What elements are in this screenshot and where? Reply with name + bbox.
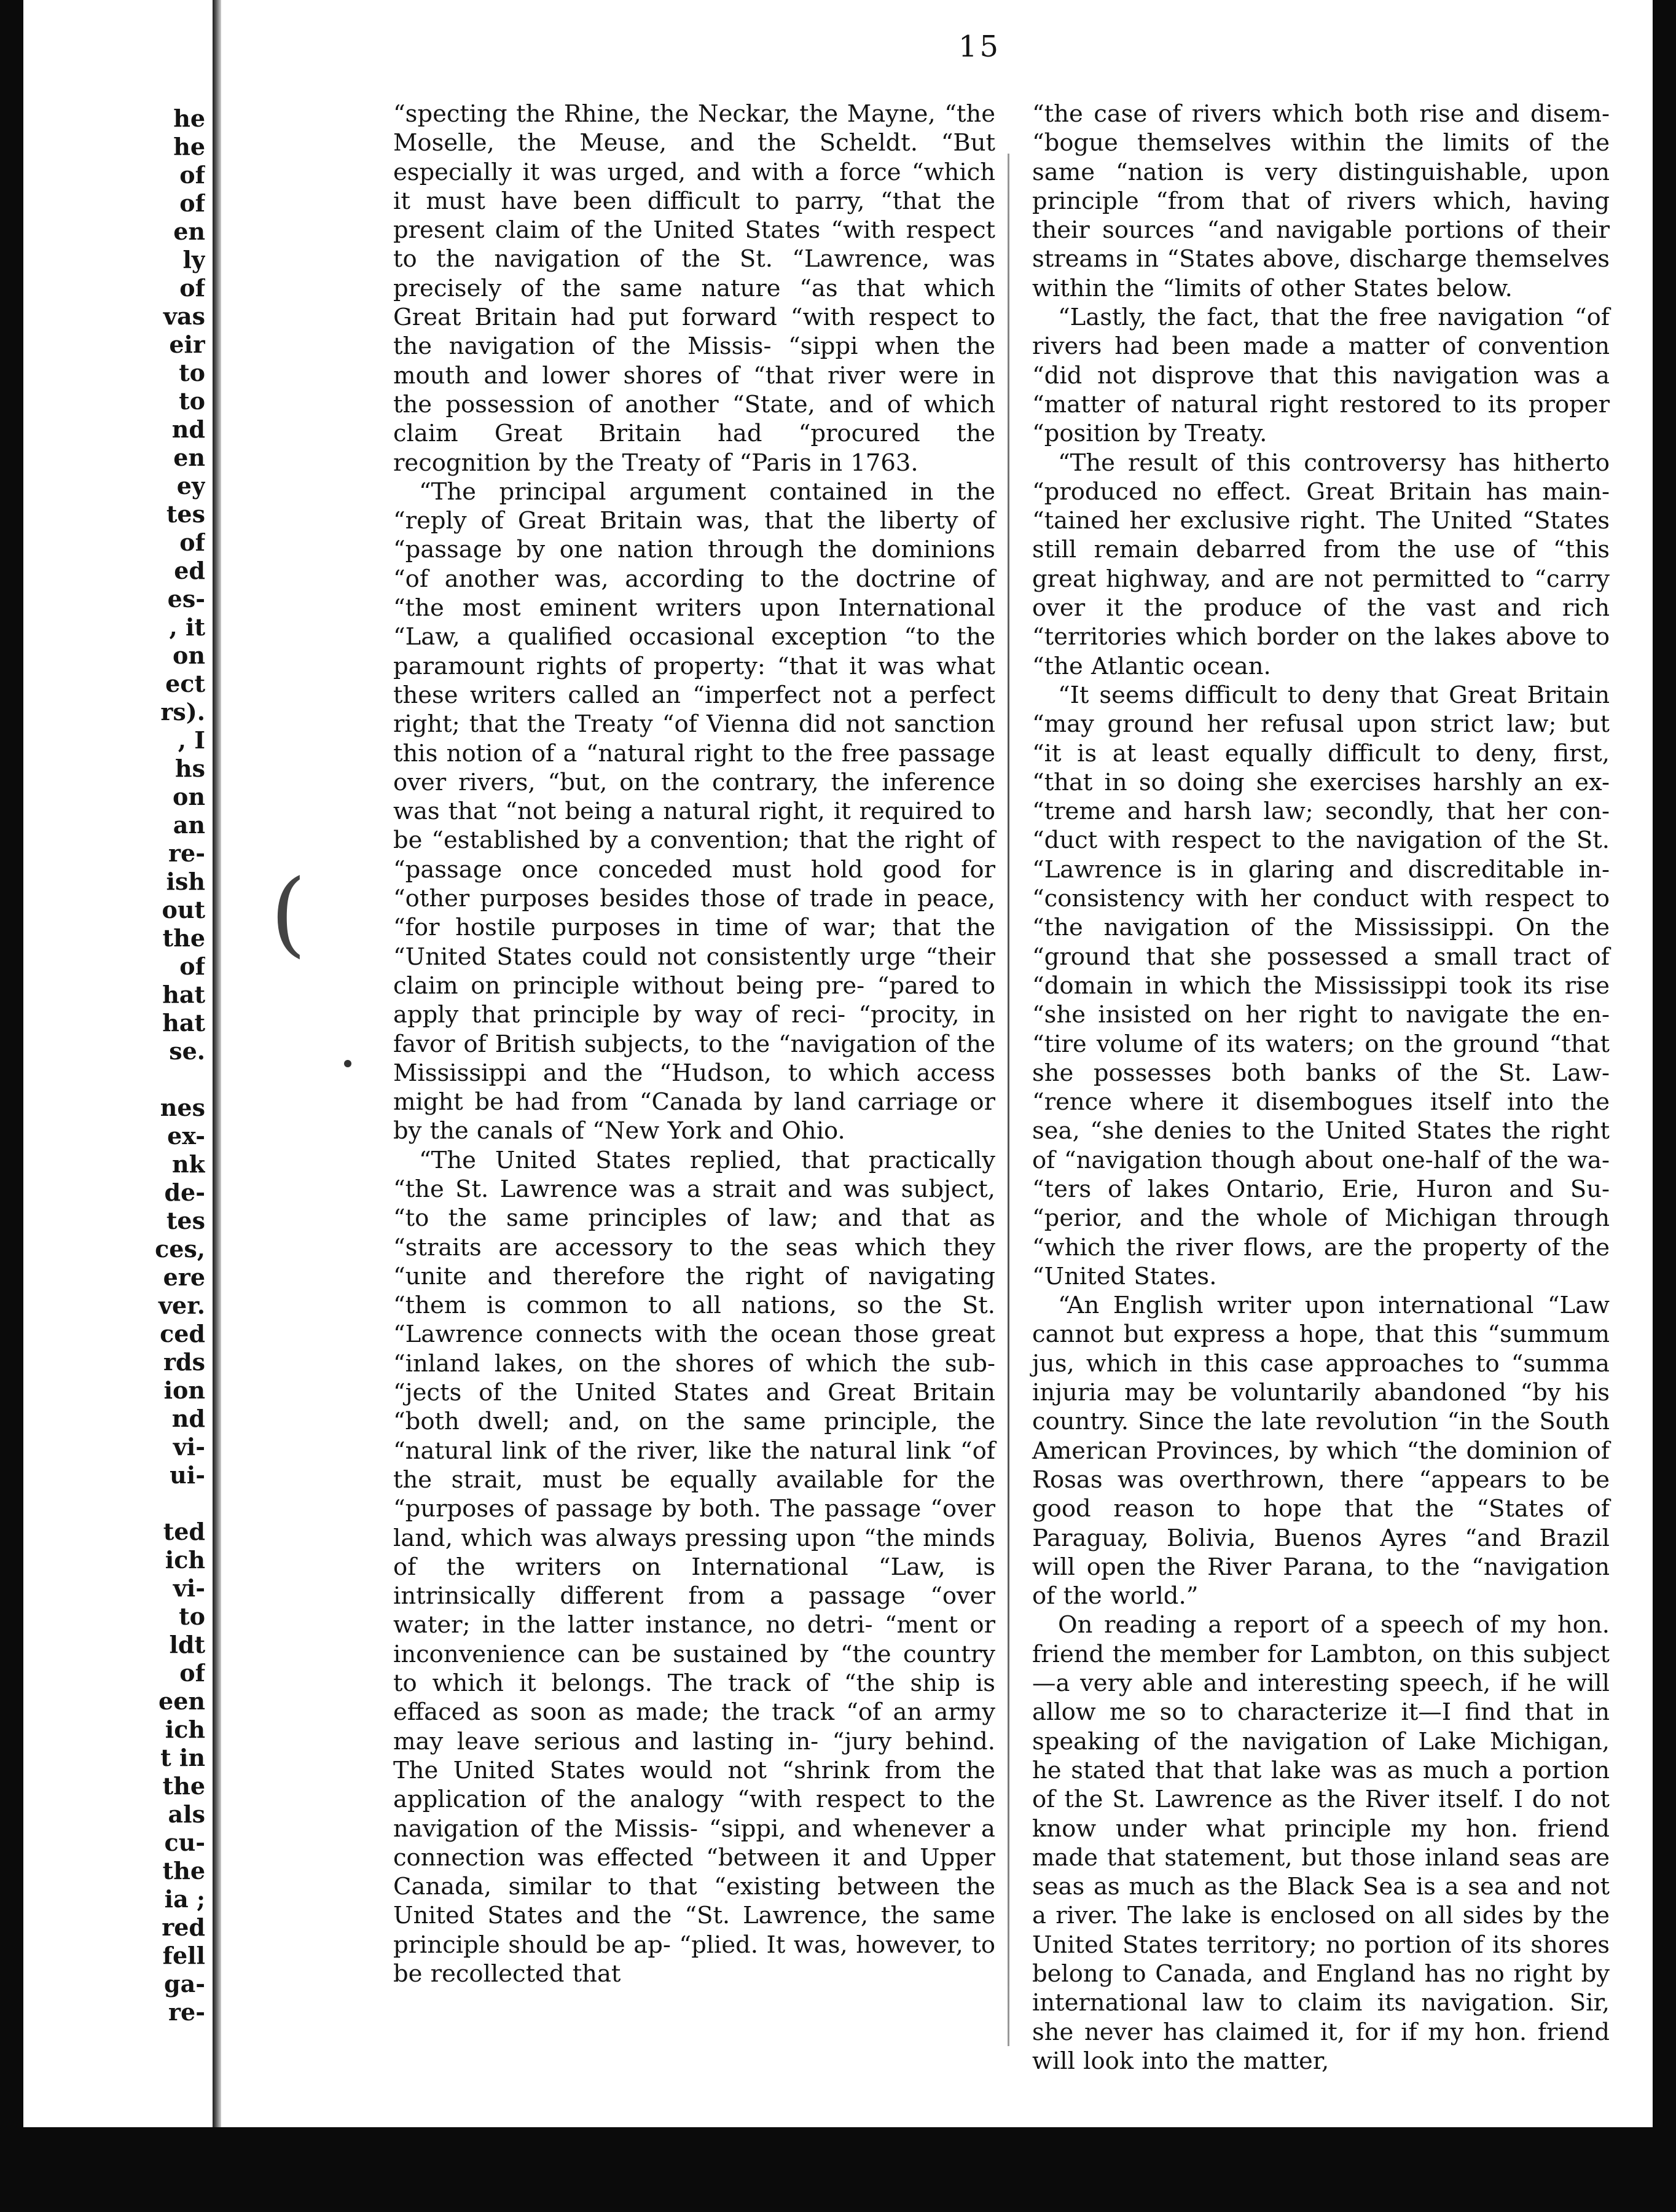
text-fragment: fell: [162, 1942, 205, 1969]
text-fragment: vi-: [173, 1574, 205, 1602]
fragment-gap: [27, 1489, 205, 1518]
page-fold-shadow: [213, 0, 221, 2127]
text-fragment: ey: [176, 472, 205, 500]
text-fragment: of: [179, 189, 205, 217]
previous-page-column-fragment: [27, 104, 205, 2026]
text-fragment: ion: [163, 1376, 205, 1404]
text-fragment: , it: [169, 613, 205, 641]
text-fragment: en: [173, 444, 205, 471]
text-fragment: on: [173, 641, 205, 669]
text-fragment: ere: [163, 1263, 205, 1291]
text-fragment: he: [173, 133, 205, 160]
text-fragment: een: [159, 1687, 205, 1715]
column-divider: [1008, 154, 1009, 2046]
paragraph: “the case of rivers which both rise and disem- “bogue themselves within the limits of the same “nation is very distinguishable, upon principle “from that of rivers which, having their sources “and navigable portions of their streams in “States above, discharge themselves within the “limits of other States below.: [1032, 100, 1610, 302]
text-fragment: the: [162, 1772, 205, 1800]
text-fragment: re-: [168, 839, 205, 867]
text-fragment: of: [179, 952, 205, 980]
text-fragment: nk: [172, 1150, 205, 1178]
text-fragment: hat: [162, 1009, 205, 1037]
paragraph: “It seems difficult to deny that Great Britain “may ground her refusal upon strict law; but “it is at least equally difficult to deny, first, “that in so doing she exercises harshly an ex- “treme and harsh law; secondly, that her con- “duct with respect to the navigation of the St. “Lawrence is in glaring and discreditable in- “consistency with her conduct with respect to “the navigation of the Mississippi. On the “ground that she possessed a small tract of “domain in which the Mississippi took its rise “she insisted on her right to navigate the en- “tire volume of its waters; on the ground “that she possesses both banks of the St. Law- “rence where it disembogues itself into the sea, “she denies to the United States the right of “navigation though about one-half of the wa- “ters of lakes Ontario, Erie, Huron and Su- “perior, and the whole of Michigan through “which the river flows, are the property of the “United States.: [1032, 681, 1610, 1290]
paragraph: “An English writer upon international “Law cannot but express a hope, that this “summum jus, which in this case approaches to “summa injuria may be voluntarily abandoned “by his country. Since the late revolution “in the South American Provinces, by which “the dominion of Rosas was overthrown, there “appears to be good reason to hope that the “States of Paraguay, Bolivia, Buenos Ayres “and Brazil will open the River Parana, to the “navigation of the world.”: [1032, 1292, 1610, 1610]
text-fragment: ich: [165, 1546, 205, 1574]
text-fragment: ver.: [158, 1292, 205, 1319]
text-fragment: de-: [164, 1179, 205, 1206]
text-fragment: vas: [163, 302, 205, 330]
left-text-column: [393, 100, 995, 1988]
left-scan-border: [0, 0, 23, 2212]
text-fragment: to: [179, 1602, 205, 1630]
margin-dot-mark: [344, 1060, 351, 1067]
text-fragment: , I: [178, 726, 205, 754]
text-fragment: en: [173, 218, 205, 245]
text-fragment: of: [179, 1659, 205, 1687]
paragraph: “The United States replied, that practically “the St. Lawrence was a strait and was subject, “to the same principles of law; and that as “straits are accessory to the seas which they “unite and therefore the right of navigating “them is common to all nations, so the St. “Lawrence connects with the ocean those great “inland lakes, on the shores of which the sub- “jects of the United States and Great Britain “both dwell; and, on the same principle, the “natural link of the river, like the natural link “of the strait, must be equally available for the “purposes of passage by both. The passage “over land, which was always pressing upon “the minds of the writers on International “Law, is intrinsically different from a passage “over water; in the latter instance, no detri- “ment or inconvenience can be sustained by “the country to which it belongs. The track of “the ship is effaced as soon as made; the track “of an army may leave serious and lasting in- “jury behind. The United States would not “shrink from the application of the analogy “with respect to the navigation of the Missis- “sippi, and whenever a connection was effected “between it and Upper Canada, similar to that “existing between the United States and the “St. Lawrence, the same principle should be ap- “plied. It was, however, to be recollected that: [393, 1146, 995, 1988]
text-fragment: to: [179, 387, 205, 415]
text-fragment: ced: [160, 1320, 205, 1347]
text-fragment: ldt: [169, 1631, 205, 1658]
text-fragment: rds: [163, 1348, 205, 1376]
text-fragment: ish: [166, 868, 205, 895]
paragraph: On reading a report of a speech of my hon. friend the member for Lambton, on this subject—a very able and interesting speech, if he will allow me so to characterize it—I find that in speaking of the navigation of Lake Michigan, he stated that that lake was as much a portion of the St. Lawrence as the River itself. I do not know under what principle my hon. friend made that statement, but those inland seas are seas as much as the Black Sea is a sea and not a river. The lake is enclosed on all sides by the United States territory; no portion of its shores belong to Canada, and England has no right by international law to claim its navigation. Sir, she never has claimed it, for if my hon. friend will look into the matter,: [1032, 1611, 1610, 2075]
text-fragment: hs: [174, 755, 205, 782]
text-fragment: ia ;: [164, 1885, 205, 1913]
text-fragment: ted: [163, 1518, 205, 1545]
text-fragment: he: [173, 104, 205, 132]
right-scan-border: [1653, 0, 1676, 2212]
text-fragment: nes: [160, 1094, 205, 1121]
paragraph: “specting the Rhine, the Neckar, the Mayne, “the Moselle, the Meuse, and the Scheldt. “But especially it was urged, and with a force “which it must have been difficult to parry, “that the present claim of the United States “with respect to the navigation of the St. “Lawrence, was precisely of the same nature “as that which Great Britain had put forward “with respect to the navigation of the Missis- “sippi when the mouth and lower shores of “that river were in the possession of another “State, and of which claim Great Britain had “procured the recognition by the Treaty of “Paris in 1763.: [393, 100, 995, 477]
text-fragment: of: [179, 274, 205, 302]
text-fragment: hat: [162, 981, 205, 1008]
fragment-gap: [27, 1065, 205, 1094]
paragraph: “The principal argument contained in the “reply of Great Britain was, that the liberty of “passage by one nation through the dominions “of another was, according to the doctrine of “the most eminent writers upon International “Law, a qualified occasional exception “to the paramount rights of property: “that it was what these writers called an “imperfect not a perfect right; that the Treaty “of Vienna did not sanction this notion of a “natural right to the free passage over rivers, “but, on the contrary, the inference was that “not being a natural right, it required to be “established by a convention; that the right of “passage once conceded must hold good for “other purposes besides those of trade in peace, “for hostile purposes in time of war; that the “United States could not consistently urge “their claim on principle without being pre- “pared to apply that principle by way of reci- “procity, in favor of British subjects, to the “navigation of the Mississippi and the “Hudson, to which access might be had from “Canada by land carriage or by the canals of “New York and Ohio.: [393, 477, 995, 1145]
text-fragment: to: [179, 359, 205, 386]
text-fragment: cu-: [164, 1829, 205, 1856]
text-fragment: nd: [171, 1405, 205, 1432]
text-fragment: t in: [160, 1744, 205, 1771]
text-fragment: of: [179, 161, 205, 189]
text-fragment: the: [162, 1857, 205, 1885]
text-fragment: on: [173, 783, 205, 810]
margin-bracket-mark: (: [270, 860, 307, 967]
text-fragment: se.: [169, 1037, 205, 1065]
text-fragment: red: [162, 1913, 205, 1941]
paragraph: “Lastly, the fact, that the free navigation “of rivers had been made a matter of convention “did not disprove that this navigation was a “matter of natural right restored to its proper “position by Treaty.: [1032, 304, 1610, 448]
paragraph: “The result of this controversy has hitherto “produced no effect. Great Britain has main- “tained her exclusive right. The United “States still remain debarred from the use of “this great highway, and are not permitted to “carry over it the produce of the vast and rich “territories which border on the lakes above to “the Atlantic ocean.: [1032, 449, 1610, 680]
text-fragment: tes: [166, 500, 205, 528]
bottom-scan-border: [0, 2127, 1676, 2212]
text-fragment: out: [162, 896, 205, 924]
text-fragment: ui-: [170, 1461, 205, 1489]
text-fragment: rs).: [160, 698, 205, 726]
text-fragment: of: [179, 528, 205, 556]
text-fragment: vi-: [173, 1433, 205, 1461]
text-fragment: re-: [168, 1998, 205, 2026]
text-fragment: ed: [174, 557, 205, 584]
text-fragment: ich: [165, 1716, 205, 1743]
text-fragment: ect: [165, 670, 205, 697]
text-fragment: es-: [167, 585, 205, 613]
page-number: 15: [958, 29, 1001, 64]
text-fragment: eir: [169, 331, 205, 358]
text-fragment: ex-: [167, 1122, 205, 1150]
right-text-column: [1032, 100, 1610, 2076]
text-fragment: an: [173, 811, 205, 839]
text-fragment: als: [168, 1800, 205, 1828]
text-fragment: ga-: [164, 1970, 205, 1998]
text-fragment: ces,: [155, 1235, 205, 1263]
text-fragment: tes: [166, 1207, 205, 1234]
text-fragment: ly: [182, 246, 205, 273]
text-fragment: the: [162, 924, 205, 952]
text-fragment: nd: [171, 415, 205, 443]
